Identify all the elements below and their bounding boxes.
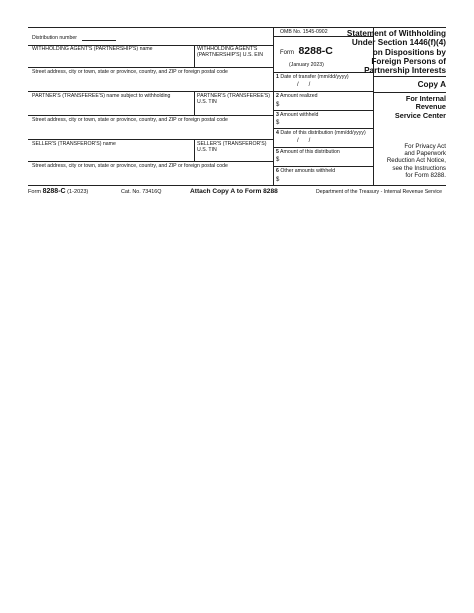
rule-left-2 bbox=[28, 67, 273, 68]
partner-tin-field[interactable] bbox=[196, 106, 271, 114]
box4-text: Date of this distribution (mm/dd/yyyy) bbox=[280, 130, 366, 136]
withholding-agent-ein-label: WITHHOLDING AGENT'S (PARTNERSHIP'S) U.S. EIN bbox=[197, 46, 263, 58]
box1-date-slashes: / / bbox=[297, 82, 311, 88]
footer-revision: (1-2023) bbox=[67, 189, 89, 195]
box6-dollar: $ bbox=[276, 177, 280, 183]
box6-label bbox=[276, 168, 335, 174]
for-irs-block bbox=[375, 95, 446, 120]
rule-left-6 bbox=[28, 161, 273, 162]
box6-text: Other amounts withheld bbox=[280, 168, 336, 174]
box4-top-rule bbox=[273, 128, 373, 129]
footer-cat-no: Cat. No. 73416Q bbox=[121, 189, 162, 195]
seller-address-field[interactable] bbox=[30, 170, 271, 184]
box1-date-field[interactable] bbox=[276, 81, 371, 90]
form-prefix: Form bbox=[280, 50, 294, 56]
seller-address-label: Street address, city or town, state or province, country, and ZIP or foreign postal code bbox=[32, 163, 228, 169]
partner-address-label: Street address, city or town, state or province, country, and ZIP or foreign postal code bbox=[32, 117, 228, 123]
copy-label: Copy A bbox=[417, 80, 446, 89]
partner-tin-label: PARTNER'S (TRANSFEREE'S) U.S. TIN bbox=[197, 93, 270, 105]
partner-name-field[interactable] bbox=[30, 100, 192, 114]
box5-text: Amount of this distribution bbox=[280, 149, 340, 155]
box2-number: 2 bbox=[276, 93, 279, 99]
partner-name-label: PARTNER'S (TRANSFEREE'S) name subject to withholding bbox=[32, 93, 171, 99]
footer-dept: Department of the Treasury - Internal Revenue Service bbox=[316, 189, 443, 195]
withholding-agent-address-label: Street address, city or town, state or province, country, and ZIP or foreign postal code bbox=[32, 69, 228, 75]
title-line: Under Section 1446(f)(4) bbox=[351, 38, 446, 48]
box2-top-rule bbox=[273, 91, 373, 92]
seller-name-label: SELLER'S (TRANSFEROR'S) name bbox=[32, 141, 116, 147]
footer-form-word: Form bbox=[28, 189, 42, 195]
partner-tin-divider bbox=[194, 91, 195, 115]
for-irs-line: Revenue bbox=[415, 102, 446, 112]
ein-divider bbox=[194, 45, 195, 67]
seller-name-field[interactable] bbox=[30, 148, 192, 160]
for-irs-line: For Internal bbox=[405, 94, 446, 103]
seller-tin-field[interactable] bbox=[196, 153, 271, 160]
box3-amount-field[interactable] bbox=[282, 118, 371, 127]
box5-number: 5 bbox=[276, 149, 279, 155]
form-revision: (January 2023) bbox=[289, 62, 324, 68]
distribution-number-label: Distribution number bbox=[32, 35, 77, 41]
withholding-agent-name-field[interactable] bbox=[30, 53, 192, 66]
title-line: Partnership Interests bbox=[364, 66, 446, 76]
seller-tin-label: SELLER'S (TRANSFEROR'S) U.S. TIN bbox=[197, 141, 267, 153]
form-top-rule bbox=[28, 27, 446, 28]
title-line: on Dispositions by bbox=[372, 47, 446, 57]
box3-text: Amount withheld bbox=[280, 112, 319, 118]
box4-date-slashes: / / bbox=[297, 138, 311, 144]
box1-number: 1 bbox=[276, 74, 279, 80]
rule-left-4 bbox=[28, 115, 273, 116]
title-rule bbox=[373, 76, 446, 77]
footer-form-id bbox=[28, 188, 88, 195]
box4-label bbox=[276, 130, 366, 136]
left-right-divider bbox=[273, 27, 274, 186]
withholding-agent-address-field[interactable] bbox=[30, 76, 271, 90]
box5-label bbox=[276, 149, 340, 155]
box3-number: 3 bbox=[276, 112, 279, 118]
form-number-heading bbox=[280, 41, 333, 59]
privacy-notice bbox=[375, 143, 446, 179]
box1-text: Date of transfer (mm/dd/yyyy) bbox=[280, 74, 349, 80]
title-line: Foreign Persons of bbox=[371, 56, 446, 66]
withholding-agent-name-label: WITHHOLDING AGENT'S (PARTNERSHIP'S) name bbox=[32, 46, 153, 52]
box2-text: Amount realized bbox=[280, 93, 318, 99]
box3-top-rule bbox=[273, 110, 373, 111]
box2-label bbox=[276, 93, 318, 99]
partner-address-field[interactable] bbox=[30, 124, 271, 138]
box6-number: 6 bbox=[276, 168, 279, 174]
footer-attach: Attach Copy A to Form 8288 bbox=[190, 188, 278, 195]
privacy-line: see the Instructions bbox=[392, 164, 446, 172]
copy-rule bbox=[373, 92, 446, 93]
privacy-line: for Form 8288. bbox=[405, 171, 446, 179]
footer-form-number: 8288-C bbox=[42, 188, 66, 195]
box2-dollar: $ bbox=[276, 102, 280, 108]
box5-dollar: $ bbox=[276, 157, 280, 163]
box1-label bbox=[276, 74, 349, 80]
privacy-line: For Privacy Act bbox=[404, 143, 446, 150]
form-bottom-rule bbox=[28, 185, 446, 186]
for-irs-line: Service Center bbox=[394, 110, 446, 120]
privacy-line: and Paperwork bbox=[404, 150, 446, 158]
rule-left-5 bbox=[28, 139, 273, 140]
form-number: 8288-C bbox=[298, 45, 333, 57]
seller-tin-divider bbox=[194, 139, 195, 161]
form-title bbox=[346, 29, 446, 76]
box2-amount-field[interactable] bbox=[282, 100, 371, 109]
title-line: Statement of Withholding bbox=[346, 29, 446, 38]
box4-number: 4 bbox=[276, 130, 279, 136]
omb-number: OMB No. 1545-0902 bbox=[280, 29, 328, 35]
withholding-agent-ein-field[interactable] bbox=[196, 59, 271, 66]
distribution-number-field[interactable] bbox=[82, 40, 116, 41]
rule-left-3 bbox=[28, 91, 273, 92]
privacy-line: Reduction Act Notice, bbox=[386, 157, 446, 165]
box3-dollar: $ bbox=[276, 120, 280, 126]
